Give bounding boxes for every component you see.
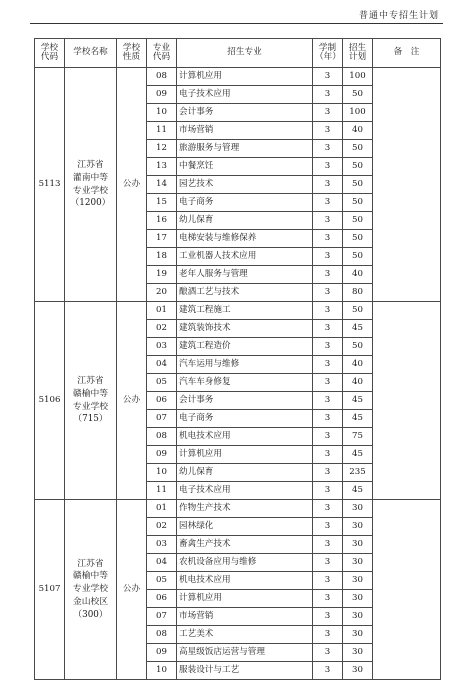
major-code-cell: 10 — [147, 662, 177, 680]
plan-cell: 30 — [343, 644, 373, 662]
years-cell: 3 — [313, 518, 343, 536]
plan-cell: 45 — [343, 320, 373, 338]
school-name-line: 赣榆中等 — [72, 571, 109, 582]
header-years: 学制 （年） — [313, 39, 343, 68]
school-name-line: 江苏省 — [77, 160, 104, 170]
major-name-cell: 建筑工程施工 — [177, 302, 313, 320]
plan-cell: 75 — [343, 428, 373, 446]
major-code-cell: 05 — [147, 374, 177, 392]
school-name-line: （715） — [73, 414, 108, 425]
major-code-cell: 02 — [147, 320, 177, 338]
years-cell: 3 — [313, 644, 343, 662]
plan-cell: 40 — [343, 374, 373, 392]
major-code-cell: 06 — [147, 392, 177, 410]
years-cell: 3 — [313, 374, 343, 392]
remarks-cell — [373, 68, 441, 302]
school-code-cell: 5106 — [35, 302, 65, 500]
major-name-cell: 工艺美术 — [177, 626, 313, 644]
years-cell: 3 — [313, 356, 343, 374]
school-name-cell — [65, 302, 117, 500]
plan-cell: 235 — [343, 464, 373, 482]
years-cell: 3 — [313, 500, 343, 518]
major-name-cell: 幼儿保育 — [177, 212, 313, 230]
major-code-cell: 04 — [147, 356, 177, 374]
major-name-cell: 旅游服务与管理 — [177, 140, 313, 158]
major-code-cell: 01 — [147, 302, 177, 320]
major-name-cell: 电子技术应用 — [177, 482, 313, 500]
plan-cell: 50 — [343, 212, 373, 230]
major-name-cell: 老年人服务与管理 — [177, 266, 313, 284]
plan-cell: 50 — [343, 248, 373, 266]
major-name-cell: 电子商务 — [177, 194, 313, 212]
years-cell: 3 — [313, 158, 343, 176]
major-name-cell: 机电技术应用 — [177, 572, 313, 590]
major-name-cell: 高星级饭店运营与管理 — [177, 644, 313, 662]
years-cell: 3 — [313, 320, 343, 338]
plan-cell: 50 — [343, 302, 373, 320]
major-name-cell: 市场营销 — [177, 608, 313, 626]
years-cell: 3 — [313, 626, 343, 644]
school-name-line: 专业学校 — [72, 584, 109, 595]
major-name-cell: 作物生产技术 — [177, 500, 313, 518]
table-row — [35, 302, 441, 320]
major-name-cell: 建筑工程造价 — [177, 338, 313, 356]
plan-cell: 50 — [343, 140, 373, 158]
school-type-cell: 公办 — [117, 68, 147, 302]
header-school-code: 学校 代码 — [35, 39, 65, 68]
years-cell: 3 — [313, 140, 343, 158]
school-code-cell: 5113 — [35, 68, 65, 302]
plan-cell: 30 — [343, 554, 373, 572]
major-name-cell: 机电技术应用 — [177, 428, 313, 446]
plan-cell: 45 — [343, 410, 373, 428]
plan-cell: 45 — [343, 482, 373, 500]
major-name-cell: 酿酒工艺与技术 — [177, 284, 313, 302]
school-name-cell — [65, 68, 117, 302]
major-name-cell: 电子技术应用 — [177, 86, 313, 104]
major-code-cell: 09 — [147, 86, 177, 104]
years-cell: 3 — [313, 104, 343, 122]
years-cell: 3 — [313, 554, 343, 572]
major-name-cell: 园林绿化 — [177, 518, 313, 536]
major-name-cell: 中餐烹饪 — [177, 158, 313, 176]
major-name-cell: 工业机器人技术应用 — [177, 248, 313, 266]
major-code-cell: 08 — [147, 626, 177, 644]
major-name-cell: 计算机应用 — [177, 590, 313, 608]
major-code-cell: 16 — [147, 212, 177, 230]
header-remarks: 备 注 — [373, 39, 441, 68]
table-row — [35, 68, 441, 86]
plan-cell: 80 — [343, 284, 373, 302]
major-code-cell: 07 — [147, 608, 177, 626]
plan-cell: 40 — [343, 122, 373, 140]
major-code-cell: 06 — [147, 590, 177, 608]
plan-cell: 50 — [343, 86, 373, 104]
major-code-cell: 01 — [147, 500, 177, 518]
years-cell: 3 — [313, 410, 343, 428]
plan-cell: 30 — [343, 662, 373, 680]
running-head: 普通中专招生计划 — [358, 11, 439, 21]
major-code-cell: 03 — [147, 338, 177, 356]
major-code-cell: 04 — [147, 554, 177, 572]
major-code-cell: 11 — [147, 122, 177, 140]
header-plan: 招生 计划 — [343, 39, 373, 68]
years-cell: 3 — [313, 266, 343, 284]
plan-cell: 30 — [343, 518, 373, 536]
years-cell: 3 — [313, 590, 343, 608]
major-name-cell: 市场营销 — [177, 122, 313, 140]
years-cell: 3 — [313, 446, 343, 464]
major-code-cell: 05 — [147, 572, 177, 590]
years-cell: 3 — [313, 536, 343, 554]
major-code-cell: 10 — [147, 464, 177, 482]
table-body — [35, 68, 441, 680]
years-cell: 3 — [313, 392, 343, 410]
major-name-cell: 汽车车身修复 — [177, 374, 313, 392]
major-name-cell: 汽车运用与维修 — [177, 356, 313, 374]
school-code-cell: 5107 — [35, 500, 65, 680]
major-name-cell: 计算机应用 — [177, 446, 313, 464]
plan-cell: 30 — [343, 590, 373, 608]
school-name-line: （1200） — [70, 198, 111, 209]
major-code-cell: 03 — [147, 536, 177, 554]
plan-cell: 30 — [343, 626, 373, 644]
years-cell: 3 — [313, 464, 343, 482]
header-rule — [30, 23, 443, 24]
years-cell: 3 — [313, 662, 343, 680]
plan-cell: 40 — [343, 356, 373, 374]
table-header-row — [35, 39, 441, 68]
major-code-cell: 08 — [147, 68, 177, 86]
major-code-cell: 14 — [147, 176, 177, 194]
major-code-cell: 09 — [147, 644, 177, 662]
years-cell: 3 — [313, 608, 343, 626]
plan-cell: 45 — [343, 392, 373, 410]
years-cell: 3 — [313, 68, 343, 86]
years-cell: 3 — [313, 482, 343, 500]
school-name-line: （300） — [73, 609, 108, 620]
header-school-type: 学校 性质 — [117, 39, 147, 68]
years-cell: 3 — [313, 176, 343, 194]
plan-cell: 50 — [343, 230, 373, 248]
header-major: 招生专业 — [177, 39, 313, 68]
major-code-cell: 09 — [147, 446, 177, 464]
years-cell: 3 — [313, 338, 343, 356]
major-code-cell: 15 — [147, 194, 177, 212]
plan-cell: 50 — [343, 158, 373, 176]
major-code-cell: 18 — [147, 248, 177, 266]
school-name-line: 专业学校 — [72, 401, 109, 412]
plan-cell: 45 — [343, 446, 373, 464]
major-code-cell: 13 — [147, 158, 177, 176]
major-code-cell: 19 — [147, 266, 177, 284]
plan-cell: 30 — [343, 500, 373, 518]
major-name-cell: 畜禽生产技术 — [177, 536, 313, 554]
school-name-cell — [65, 500, 117, 680]
major-code-cell: 08 — [147, 428, 177, 446]
major-code-cell: 12 — [147, 140, 177, 158]
school-name-line: 江苏省 — [77, 558, 104, 569]
plan-cell: 30 — [343, 608, 373, 626]
years-cell: 3 — [313, 212, 343, 230]
years-cell: 3 — [313, 302, 343, 320]
school-name-line: 金山校区 — [72, 596, 109, 607]
years-cell: 3 — [313, 248, 343, 266]
header-school-name: 学校名称 — [65, 39, 117, 68]
plan-cell: 50 — [343, 338, 373, 356]
major-name-cell: 农机设备应用与维修 — [177, 554, 313, 572]
years-cell: 3 — [313, 122, 343, 140]
table-row — [35, 500, 441, 518]
major-code-cell: 11 — [147, 482, 177, 500]
plan-cell: 40 — [343, 266, 373, 284]
plan-cell: 30 — [343, 572, 373, 590]
major-name-cell: 服装设计与工艺 — [177, 662, 313, 680]
years-cell: 3 — [313, 572, 343, 590]
plan-cell: 100 — [343, 68, 373, 86]
major-name-cell: 幼儿保育 — [177, 464, 313, 482]
school-type-cell: 公办 — [117, 302, 147, 500]
remarks-cell — [373, 302, 441, 500]
major-code-cell: 10 — [147, 104, 177, 122]
major-name-cell: 电子商务 — [177, 410, 313, 428]
school-name-line: 灌南中等 — [72, 172, 109, 183]
years-cell: 3 — [313, 230, 343, 248]
major-name-cell: 园艺技术 — [177, 176, 313, 194]
major-name-cell: 建筑装饰技术 — [177, 320, 313, 338]
years-cell: 3 — [313, 284, 343, 302]
years-cell: 3 — [313, 194, 343, 212]
years-cell: 3 — [313, 86, 343, 104]
school-name-line: 专业学校 — [72, 185, 109, 196]
plan-cell: 30 — [343, 536, 373, 554]
major-name-cell: 会计事务 — [177, 392, 313, 410]
plan-cell: 50 — [343, 176, 373, 194]
major-code-cell: 07 — [147, 410, 177, 428]
plan-cell: 100 — [343, 104, 373, 122]
major-name-cell: 会计事务 — [177, 104, 313, 122]
plan-cell: 50 — [343, 194, 373, 212]
major-code-cell: 20 — [147, 284, 177, 302]
major-code-cell: 17 — [147, 230, 177, 248]
major-name-cell: 电梯安装与维修保养 — [177, 230, 313, 248]
school-name-line: 赣榆中等 — [72, 388, 109, 399]
enrollment-plan-table — [34, 38, 441, 680]
remarks-cell — [373, 500, 441, 680]
years-cell: 3 — [313, 428, 343, 446]
major-code-cell: 02 — [147, 518, 177, 536]
school-name-line: 江苏省 — [77, 376, 104, 386]
major-name-cell: 计算机应用 — [177, 68, 313, 86]
header-major-code: 专业 代码 — [147, 39, 177, 68]
school-type-cell: 公办 — [117, 500, 147, 680]
